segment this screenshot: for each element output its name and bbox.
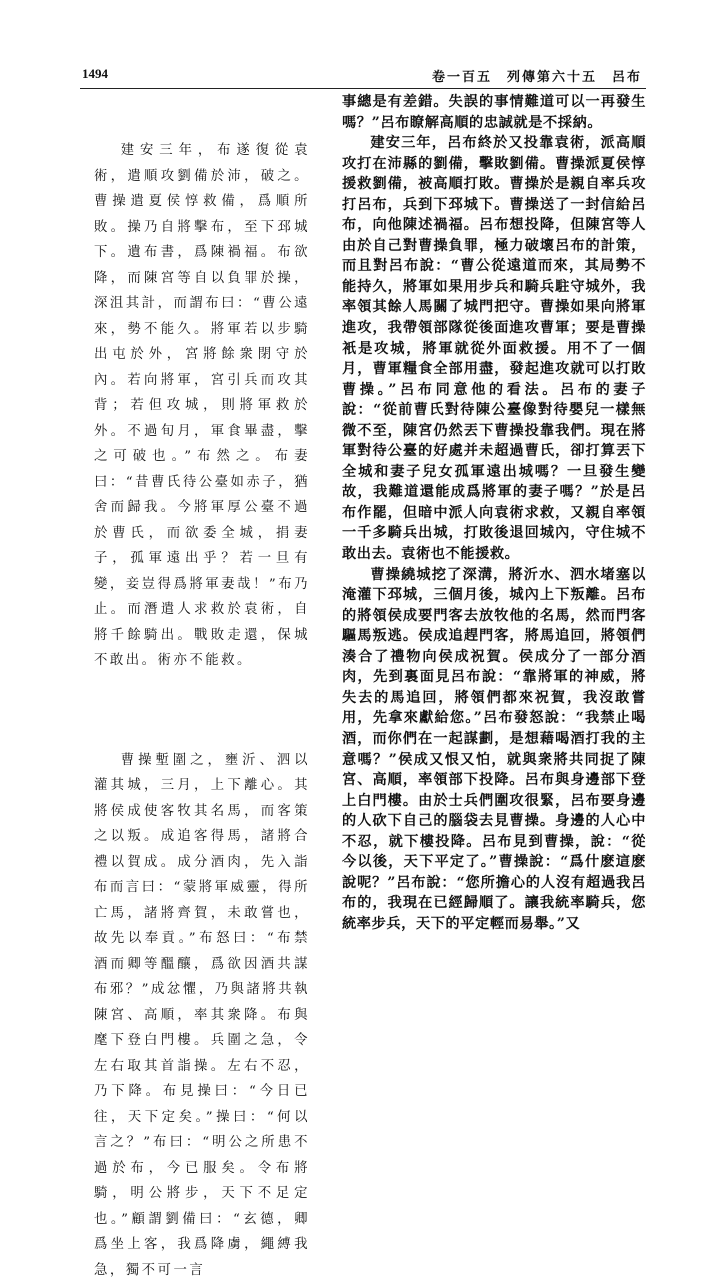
- column-spacer: [94, 674, 310, 748]
- modern-translation-column: [342, 92, 646, 934]
- translation-paragraph: 曹操繞城挖了深溝，將沂水、泗水堵塞以淹灌下邳城，三個月後，城內上下叛離。呂布的將領侯成要門客去放牧他的名馬，然而門客驅馬叛逃。侯成追趕門客，將馬追回，將領們湊合了禮物向侯成祝賀。侯成分了一部分酒肉，先到裏面見呂布說：“靠將軍的神威，將失去的馬追回，將領們都來祝賀，我沒敢嘗用，先拿來獻給您。”呂布發怒說：“我禁止喝酒，而你們在一起謀劃，是想藉喝酒打我的主意嗎？”侯成又恨又怕，就與衆將共同捉了陳宮、高順，率領部下投降。呂布與身邊部下登上白門樓。由於士兵們圍攻很緊，呂布要身邊的人砍下自己的腦袋去見曹操。身邊的人心中不忍，就下樓投降。呂布見到曹操，說：“從今以後，天下平定了。”曹操說：“爲什麽這麽說呢？”呂布說：“您所擔心的人沒有超過我呂布的，我現在已經歸順了。讓我統率騎兵，您統率步兵，天下的平定輕而易舉。”又: [342, 565, 646, 935]
- page-number: 1494: [82, 66, 108, 82]
- translation-paragraph: 事總是有差錯。失誤的事情難道可以一再發生嗎？”呂布瞭解高順的忠誠就是不採納。: [342, 92, 646, 133]
- page-header: [82, 66, 642, 88]
- translation-paragraph: 建安三年，呂布終於又投靠袁術，派高順攻打在沛縣的劉備，擊敗劉備。曹操派夏侯惇援救劉備，被高順打敗。曹操於是親自率兵攻打呂布，兵到下邳城下。曹操送了一封信給呂布，向他陳述禍福。呂布想投降，但陳宮等人由於自己對曹操負罪，極力破壞呂布的計策，而且對呂布說：“曹公從遠道而來，其局勢不能持久，將軍如果用步兵和騎兵駐守城外，我率領其餘人馬關了城門把守。曹操如果向將軍進攻，我帶領部隊從後面進攻曹軍；要是曹操衹是攻城，將軍就從外面救援。用不了一個月，曹軍糧食全部用盡，發起進攻就可以打敗曹操。”呂布同意他的看法。呂布的妻子說：“從前曹氏對待陳公臺像對待嬰兒一樣無微不至，陳宮仍然丟下曹操投靠我們。現在將軍對待公臺的好處并未超過曹氏，卻打算丟下全城和妻子兒女孤軍遠出城嗎？一旦發生變故，我難道還能成爲將軍的妻子嗎？”於是呂布作罷，但暗中派人向袁術求救，又親自率領一千多騎兵出城，打敗後退回城內，守住城不敢出去。袁術也不能援救。: [342, 133, 646, 564]
- running-head: 卷一百五 列傳第六十五 呂布: [432, 66, 642, 85]
- classical-text-column: [94, 92, 310, 1283]
- classical-paragraph: 曹操塹圍之，壅沂、泗以灌其城，三月，上下離心。其將侯成使客牧其名馬，而客策之以叛。成追客得馬，諸將合禮以賀成。成分酒肉，先入詣布而言曰：“蒙將軍威靈，得所亡馬，諸將齊賀，未敢嘗也，故先以奉貢。”布怒曰：“布禁酒而卿等醞釀，爲欲因酒共謀布邪？”成忿懼，乃與諸將共執陳宮、高順，率其衆降。布與麾下登白門樓。兵圍之急，令左右取其首詣操。左右不忍，乃下降。布見操曰：“今日已往，天下定矣。”操曰：“何以言之？”布曰：“明公之所患不過於布，今已服矣。令布將騎，明公將步，天下不足定也。”顧謂劉備曰：“玄德，卿爲坐上客，我爲降虜，繩縛我急，獨不可一言: [94, 748, 310, 1283]
- classical-paragraph: 建安三年，布遂復從袁術，遣順攻劉備於沛，破之。曹操遣夏侯惇救備，爲順所敗。操乃自將擊布，至下邳城下。遺布書，爲陳禍福。布欲降，而陳宮等自以負罪於操，深沮其計，而謂布曰：“曹公遠來，勢不能久。將軍若以步騎出屯於外，宮將餘衆閉守於內。若向將軍，宮引兵而攻其背；若但攻城，則將軍救於外。不過旬月，軍食畢盡，擊之可破也。”布然之。布妻曰：“昔曹氏待公臺如赤子，猶舍而歸我。今將軍厚公臺不過於曹氏，而欲委全城，捐妻子，孤軍遠出乎？若一旦有變，妾豈得爲將軍妻哉！”布乃止。而潛遣人求救於袁術，自將千餘騎出。戰敗走還，保城不敢出。術亦不能救。: [94, 138, 310, 674]
- header-rule: [80, 88, 646, 89]
- column-spacer: [94, 92, 310, 138]
